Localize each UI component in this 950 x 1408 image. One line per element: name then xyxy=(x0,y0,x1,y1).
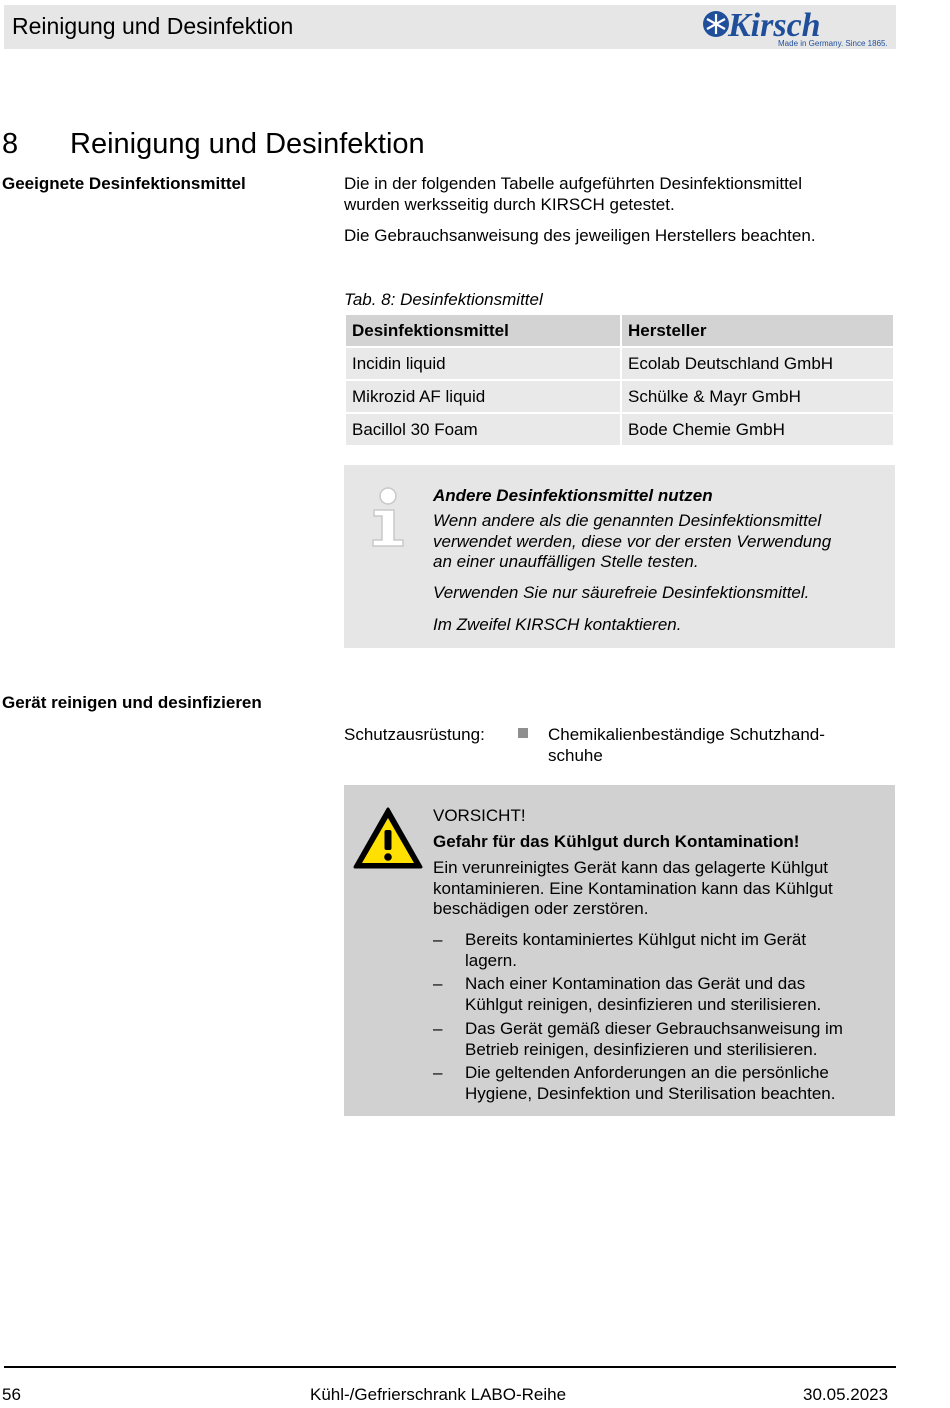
warning-line: Ein verunreinigtes Gerät kann das gelagerte Kühlgut xyxy=(433,858,829,877)
info-acid-free-note: Verwenden Sie nur säurefreie Desinfektionsmittel. xyxy=(433,583,810,602)
footer-divider xyxy=(4,1366,896,1368)
warning-signal-word: VORSICHT! xyxy=(433,806,526,825)
table-cell: Bacillol 30 Foam xyxy=(346,414,620,445)
intro-paragraph xyxy=(344,174,884,215)
warning-line: beschädigen oder zerstören. xyxy=(433,899,649,918)
list-item xyxy=(465,974,885,1015)
intro-line: wurden werksseitig durch KIRSCH getestet. xyxy=(344,194,675,214)
chapter-title: Reinigung und Desinfektion xyxy=(70,128,425,160)
warning-line: kontaminieren. Eine Kontamination kann das Kühlgut xyxy=(433,878,833,898)
table-header-cell: Hersteller xyxy=(622,315,893,346)
list-dash: – xyxy=(433,974,443,993)
instructions-paragraph: Die Gebrauchsanweisung des jeweiligen Herstellers beachten. xyxy=(344,226,816,245)
list-item-line: Betrieb reinigen, desinfizieren und sterilisieren. xyxy=(465,1039,818,1059)
list-dash: – xyxy=(433,1063,443,1082)
section-disinfectants-label: Geeignete Desinfektionsmittel xyxy=(2,174,246,193)
info-contact-note: Im Zweifel KIRSCH kontaktieren. xyxy=(433,615,682,634)
warning-triangle-icon xyxy=(352,806,424,875)
list-dash: – xyxy=(433,930,443,949)
chapter-number: 8 xyxy=(2,128,19,160)
warning-title: Gefahr für das Kühlgut durch Kontamination! xyxy=(433,832,800,851)
table-row xyxy=(346,348,893,379)
table-row xyxy=(346,414,893,445)
logo-wordmark: Kirsch xyxy=(728,7,821,44)
list-item-line: Hygiene, Desinfektion und Sterilisation beachten. xyxy=(465,1083,836,1103)
info-line: Wenn andere als die genannten Desinfektionsmittel xyxy=(433,511,822,530)
list-item xyxy=(465,1019,885,1060)
table-cell: Incidin liquid xyxy=(346,348,620,379)
warning-description xyxy=(433,858,883,920)
logo-tagline: Made in Germany. Since 1865. xyxy=(778,39,888,48)
list-item-line: Die geltenden Anforderungen an die persönliche xyxy=(465,1063,829,1082)
equipment-line: Chemikalienbeständige Schutzhand- xyxy=(548,725,825,744)
list-item-line: Das Gerät gemäß dieser Gebrauchsanweisung im xyxy=(465,1019,843,1038)
header-title: Reinigung und Desinfektion xyxy=(12,13,294,39)
info-icon xyxy=(370,486,406,555)
list-item-line: Nach einer Kontamination das Gerät und das xyxy=(465,974,806,993)
list-dash: – xyxy=(433,1019,443,1038)
footer-date: 30.05.2023 xyxy=(803,1385,889,1404)
table-header-cell: Desinfektionsmittel xyxy=(346,315,620,346)
equipment-line: schuhe xyxy=(548,745,603,765)
info-line: an einer unauffälligen Stelle testen. xyxy=(433,552,699,571)
info-title: Andere Desinfektionsmittel nutzen xyxy=(433,486,713,505)
list-item-line: Bereits kontaminiertes Kühlgut nicht im Gerät xyxy=(465,930,807,949)
table-header-row xyxy=(346,315,893,346)
table-cell: Mikrozid AF liquid xyxy=(346,381,620,412)
list-item-line: lagern. xyxy=(465,950,517,970)
list-item xyxy=(465,1063,885,1104)
list-item-line: Kühlgut reinigen, desinfizieren und sterilisieren. xyxy=(465,994,822,1014)
table-cell: Schülke & Mayr GmbH xyxy=(622,381,893,412)
table-cell: Ecolab Deutschland GmbH xyxy=(622,348,893,379)
footer-product: Kühl-/Gefrierschrank LABO-Reihe xyxy=(310,1385,567,1404)
bullet-square-icon xyxy=(518,728,528,738)
table-caption: Tab. 8: Desinfektionsmittel xyxy=(344,290,543,309)
protective-equipment-label: Schutzausrüstung: xyxy=(344,725,485,744)
page-number: 56 xyxy=(2,1385,21,1404)
kirsch-logo xyxy=(698,6,890,50)
list-item xyxy=(465,930,885,971)
table-cell: Bode Chemie GmbH xyxy=(622,414,893,445)
protective-equipment-item xyxy=(548,725,825,766)
info-paragraph xyxy=(433,511,883,573)
section-cleaning-label: Gerät reinigen und desinfizieren xyxy=(2,693,262,712)
info-line: verwendet werden, diese vor der ersten Verwendung xyxy=(433,531,832,551)
intro-line: Die in der folgenden Tabelle aufgeführten Desinfektionsmittel xyxy=(344,174,803,193)
table-row xyxy=(346,381,893,412)
disinfectant-table xyxy=(344,313,895,447)
